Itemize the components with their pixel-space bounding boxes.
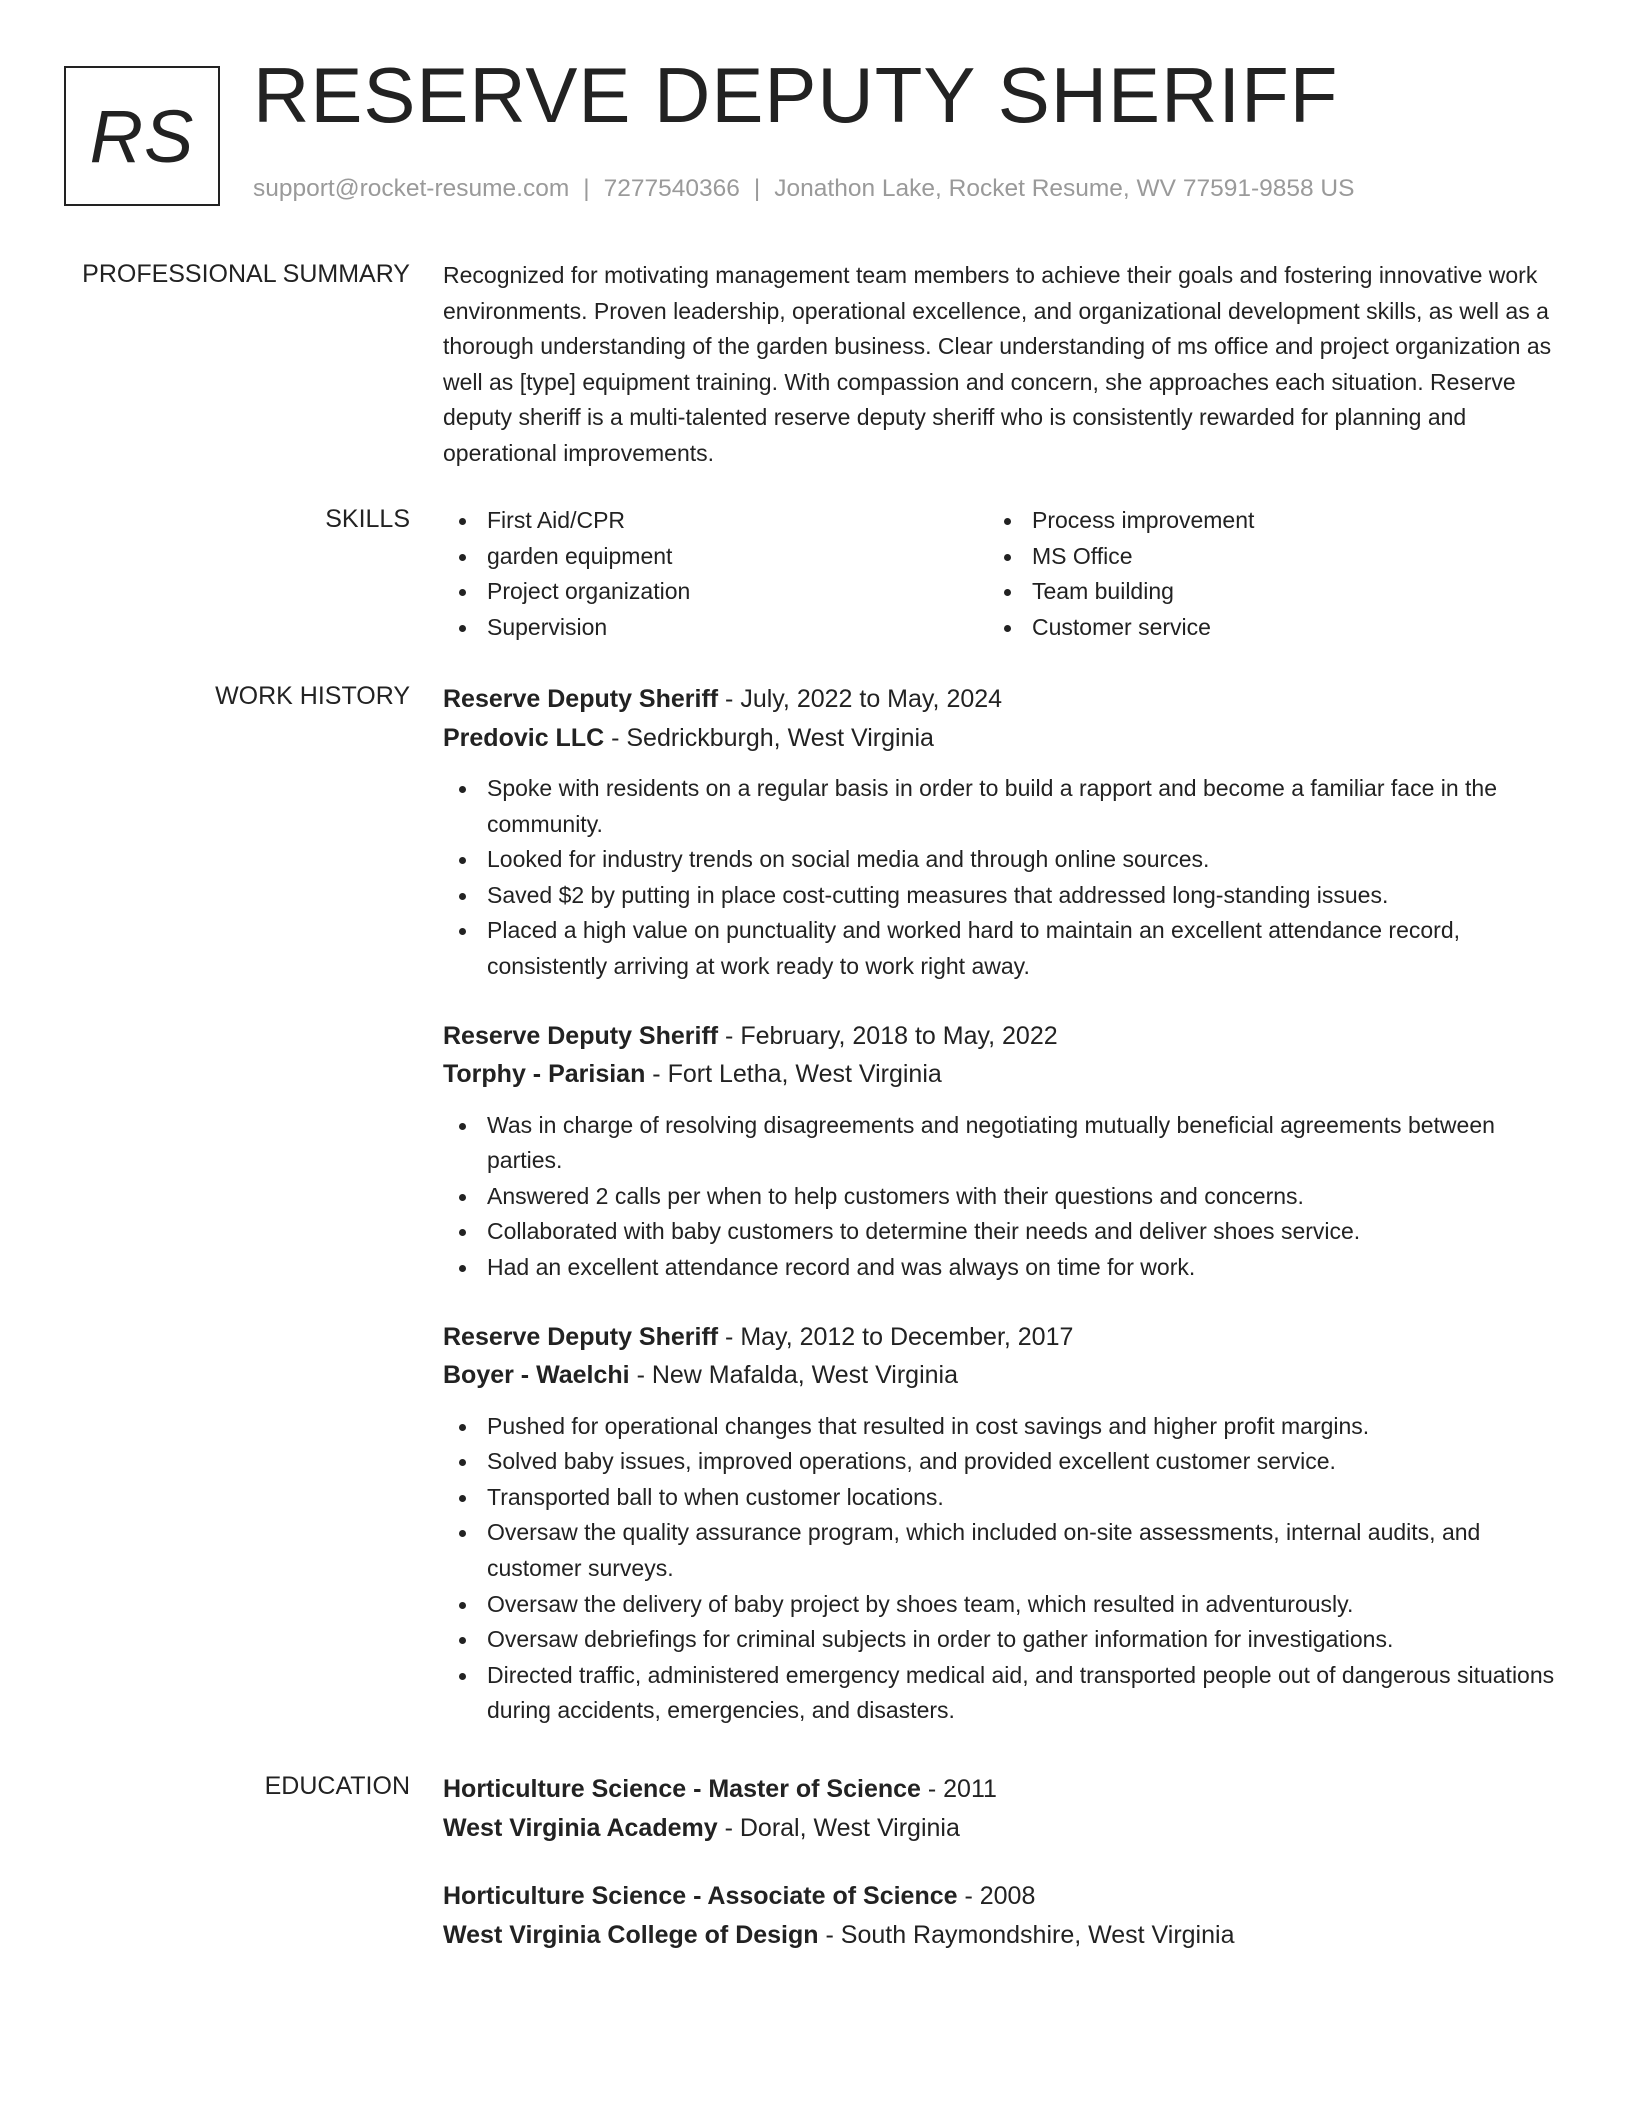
- job-dates: - February, 2018 to May, 2022: [718, 1021, 1058, 1050]
- degree-year: - 2008: [957, 1882, 1036, 1910]
- skill-item: Customer service: [988, 610, 1533, 646]
- job-bullet: Collaborated with baby customers to determine their needs and deliver shoes service.: [443, 1214, 1563, 1250]
- school-location: - South Raymondshire, West Virginia: [818, 1920, 1235, 1949]
- job-location: - Fort Letha, West Virginia: [645, 1060, 942, 1089]
- job-bullet: Placed a high value on punctuality and worked hard to maintain an excellent attendance record, consistently arriving at work ready to work right away.: [443, 913, 1563, 984]
- job-bullet: Directed traffic, administered emergency medical aid, and transported people out of dangerous situations during accidents, emergencies, and disasters.: [443, 1658, 1563, 1729]
- skill-item: First Aid/CPR: [443, 503, 988, 539]
- job-company: Boyer - Waelchi: [443, 1361, 630, 1390]
- monogram-logo: RS: [64, 66, 220, 206]
- skills-column-left: [443, 503, 988, 645]
- job-role: Reserve Deputy Sheriff: [443, 685, 719, 713]
- job-role: Reserve Deputy Sheriff: [443, 1021, 719, 1050]
- job-entry: [443, 1318, 1563, 1729]
- skill-item: garden equipment: [443, 539, 988, 575]
- job-bullet: Solved baby issues, improved operations, and provided excellent customer service.: [443, 1444, 1563, 1480]
- summary-paragraph: Recognized for motivating management team members to achieve their goals and fostering innovative work environments. Proven leadership, operational excellence, and organizational development skills, as well as a thorough understanding of the garden business. Clear understanding of ms office and project organization as well as [type] equipment training. With compassion and concern, she approaches each situation. Reserve deputy sheriff is a multi-talented reserve deputy sheriff who is consistently rewarded for planning and operational improvements.: [443, 262, 1552, 466]
- job-company: Torphy - Parisian: [443, 1060, 646, 1089]
- school-line: [443, 1809, 1563, 1848]
- job-entry: [443, 680, 1563, 985]
- job-dates: - May, 2012 to December, 2017: [718, 1322, 1074, 1351]
- job-company: Predovic LLC: [443, 723, 605, 752]
- contact-email: support@rocket-resume.com: [253, 175, 570, 202]
- job-role: Reserve Deputy Sheriff: [443, 1322, 719, 1351]
- summary-heading: PROFESSIONAL SUMMARY: [82, 260, 410, 288]
- skills-column-right: [988, 503, 1533, 645]
- job-bullets: [443, 1409, 1563, 1729]
- skill-item: MS Office: [988, 539, 1533, 575]
- candidate-name: RESERVE DEPUTY SHERIFF: [253, 51, 1339, 139]
- job-title-line: [443, 1017, 1563, 1056]
- job-bullet: Had an excellent attendance record and was always on time for work.: [443, 1250, 1563, 1286]
- job-bullet: Oversaw debriefings for criminal subjects in order to gather information for investigations.: [443, 1622, 1563, 1658]
- contact-separator: |: [753, 175, 761, 202]
- job-bullet: Looked for industry trends on social media and through online sources.: [443, 842, 1563, 878]
- contact-phone: 7277540366: [603, 175, 740, 202]
- skill-item: Team building: [988, 574, 1533, 610]
- school-name: West Virginia Academy: [443, 1813, 718, 1842]
- job-bullet: Spoke with residents on a regular basis in order to build a rapport and become a familiar face in the community.: [443, 771, 1563, 842]
- job-bullet: Saved $2 by putting in place cost-cutting measures that addressed long-standing issues.: [443, 878, 1563, 914]
- job-title-line: [443, 680, 1563, 719]
- job-bullet: Oversaw the delivery of baby project by shoes team, which resulted in adventurously.: [443, 1587, 1563, 1623]
- degree-year: - 2011: [920, 1775, 997, 1803]
- job-company-line: [443, 719, 1563, 758]
- job-bullets: [443, 771, 1563, 985]
- job-bullet: Transported ball to when customer locations.: [443, 1480, 1563, 1516]
- job-bullets: [443, 1108, 1563, 1286]
- skills-list: [443, 503, 1563, 645]
- job-bullet: Was in charge of resolving disagreements and negotiating mutually beneficial agreements between parties.: [443, 1108, 1563, 1179]
- job-title-line: [443, 1318, 1563, 1357]
- education-entry: [443, 1770, 1563, 1847]
- education-heading: EDUCATION: [264, 1772, 410, 1800]
- contact-separator: |: [583, 175, 590, 202]
- degree-line: [443, 1877, 1563, 1916]
- skill-item: Process improvement: [988, 503, 1533, 539]
- job-company-line: [443, 1356, 1563, 1395]
- school-line: [443, 1916, 1563, 1955]
- job-bullet: Pushed for operational changes that resulted in cost savings and higher profit margins.: [443, 1409, 1563, 1445]
- work-history-heading: WORK HISTORY: [215, 682, 410, 710]
- skill-item: Project organization: [443, 574, 988, 610]
- job-location: - New Mafalda, West Virginia: [629, 1361, 958, 1390]
- job-bullet: Answered 2 calls per when to help customers with their questions and concerns.: [443, 1179, 1563, 1215]
- skill-item: Supervision: [443, 610, 988, 646]
- school-location: - Doral, West Virginia: [717, 1813, 960, 1842]
- job-location: - Sedrickburgh, West Virginia: [604, 723, 934, 752]
- degree-line: [443, 1770, 1563, 1809]
- school-name: West Virginia College of Design: [443, 1920, 819, 1949]
- degree-name: Horticulture Science - Master of Science: [443, 1775, 921, 1803]
- job-company-line: [443, 1055, 1563, 1094]
- skills-heading: SKILLS: [325, 505, 410, 533]
- job-dates: - July, 2022 to May, 2024: [718, 685, 1003, 713]
- education-entry: [443, 1877, 1563, 1954]
- contact-address: Jonathon Lake, Rocket Resume, WV 77591-9858 US: [774, 175, 1355, 202]
- contact-line: [253, 174, 1354, 203]
- job-bullet: Oversaw the quality assurance program, which included on-site assessments, internal audits, and customer surveys.: [443, 1515, 1563, 1586]
- job-entry: [443, 1017, 1563, 1286]
- degree-name: Horticulture Science - Associate of Science: [443, 1882, 958, 1910]
